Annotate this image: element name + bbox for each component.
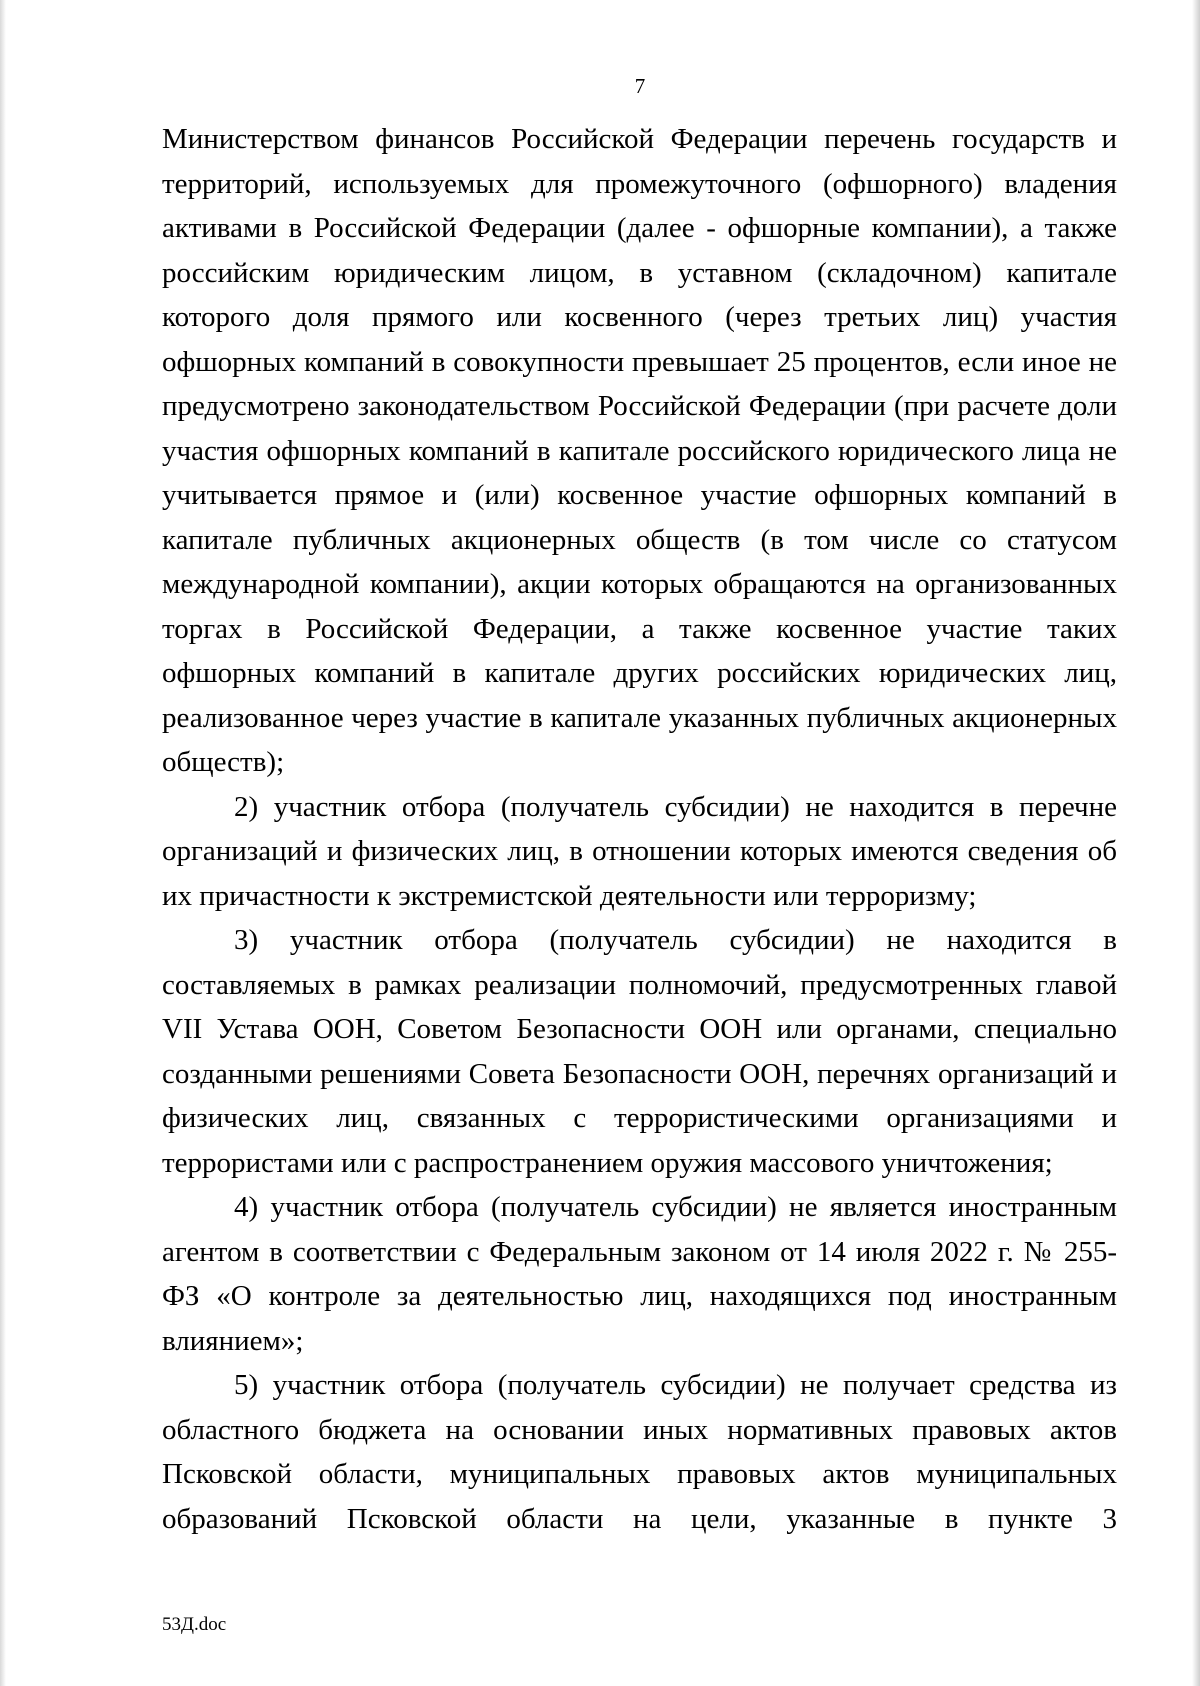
document-body (162, 117, 1117, 1541)
paragraph-item-4: 4) участник отбора (получатель субсидии) не является иностранным агентом в соответствии с Федеральным законом от 14 июля 2022 г. № 255-ФЗ «О контроле за деятельностью лиц, находящихся под иностранным влиянием»; (162, 1191, 1117, 1357)
page-number: 7 (634, 74, 646, 98)
scan-edge-left (0, 0, 6, 1686)
footer-filename: 53Д.doc (162, 1614, 227, 1635)
scan-edge-right (1192, 0, 1200, 1686)
paragraph-item-5: 5) участник отбора (получатель субсидии) не получает средства из областного бюджета на основании иных нормативных правовых актов Псковской области, муниципальных правовых актов муниципальных образований Псковской области на цели, указанные в пункте 3 (162, 1369, 1117, 1535)
paragraph-item-3: 3) участник отбора (получатель субсидии) не находится в составляемых в рамках реализации полномочий, предусмотренных главой VII Устава ООН, Советом Безопасности ООН или органами, специально созданными решениями Совета Безопасности ООН, перечнях организаций и физических лиц, связанных с террористическими организациями и террористами или с распространением оружия массового уничтожения; (162, 924, 1117, 1179)
paragraph-offshore-companies: Министерством финансов Российской Федерации перечень государств и территорий, используемых для промежуточного (офшорного) владения активами в Российской Федерации (далее - офшорные компании), а также российским юридическим лицом, в уставном (складочном) капитале которого доля прямого или косвенного (через третьих лиц) участия офшорных компаний в совокупности превышает 25 процентов, если иное не предусмотрено законодательством Российской Федерации (при расчете доли участия офшорных компаний в капитале российского юридического лица не учитывается прямое и (или) косвенное участие офшорных компаний в капитале публичных акционерных обществ (в том числе со статусом международной компании), акции которых обращаются на организованных торгах в Российской Федерации, а также косвенное участие таких офшорных компаний в капитале других российских юридических лиц, реализованное через участие в капитале указанных публичных акционерных обществ); (162, 123, 1117, 778)
paragraph-item-2: 2) участник отбора (получатель субсидии) не находится в перечне организаций и физических лиц, в отношении которых имеются сведения об их причастности к экстремистской деятельности или терроризму; (162, 790, 1117, 912)
